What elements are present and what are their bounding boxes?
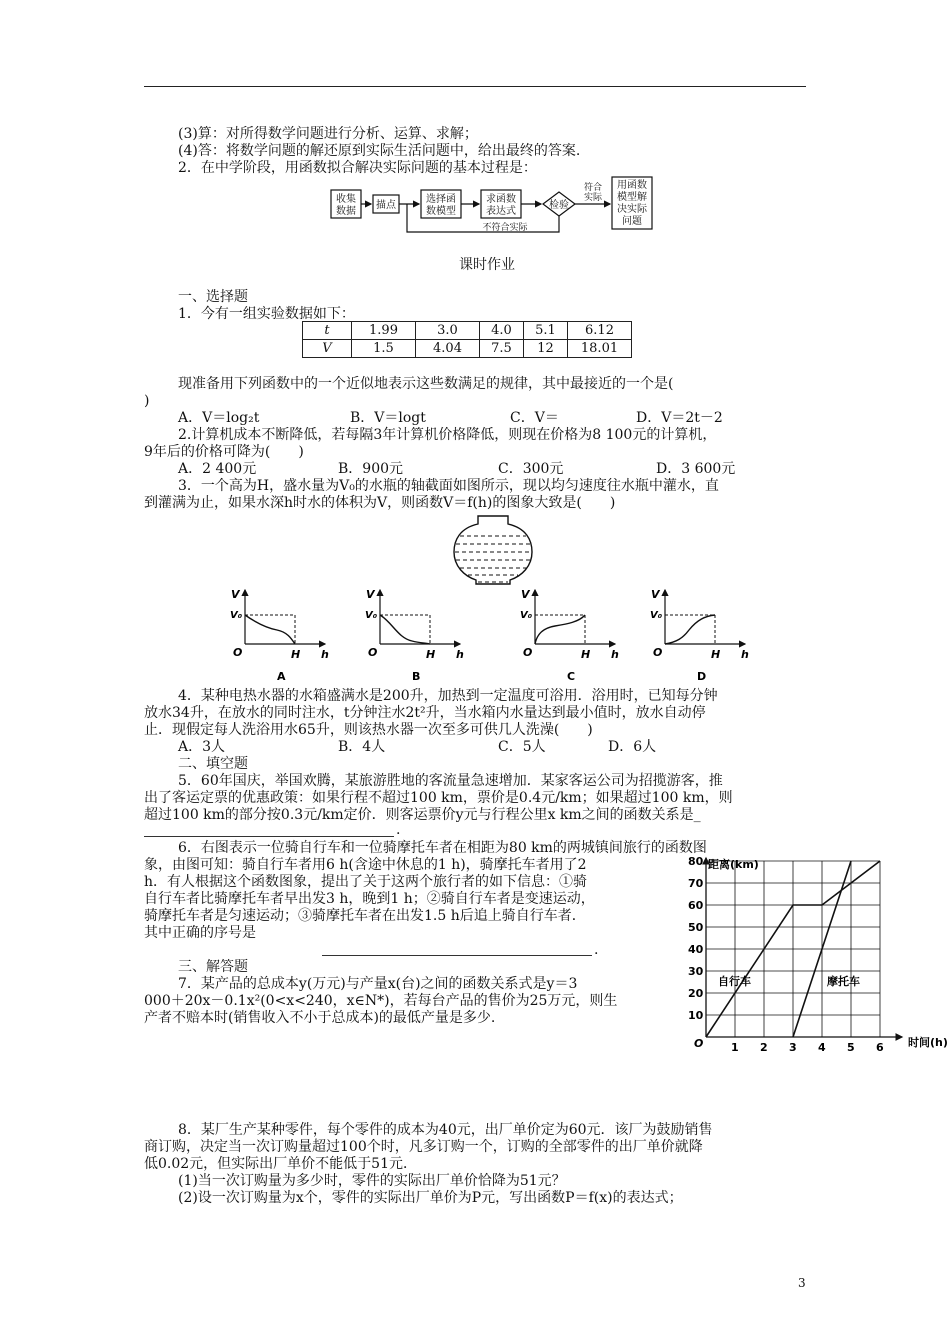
option-label: B: [412, 670, 421, 682]
q2-option-d: D．3 600元: [656, 461, 736, 477]
axis-label: V₀: [230, 610, 243, 621]
q2-line-2: 9年后的价格可降为( ): [144, 444, 304, 460]
table-row: [303, 340, 632, 358]
q7-line-1: 7．某产品的总成本y(万元)与产量x(台)之间的函数关系式是y＝3: [178, 976, 578, 992]
q2-line-1: 2.计算机成本不断降低，若每隔3年计算机价格降低，则现在价格为8 100元的计算机，: [178, 427, 717, 443]
q1-stem: 1．今有一组实验数据如下：: [178, 306, 355, 322]
axis-label: V: [521, 588, 530, 601]
table-cell: 1.5: [352, 340, 416, 358]
q7-line-3: 产者不赔本时(销售收入不小于总成本)的最低产量是多少.: [144, 1010, 496, 1026]
q6-answer-blank: [322, 954, 592, 956]
y-tick-label: 60: [688, 899, 704, 912]
table-cell: 1.99: [352, 322, 416, 340]
y-tick-label: 20: [688, 987, 704, 1000]
q4-option-c: C．5人: [498, 739, 546, 755]
flow-text: 符合: [583, 183, 603, 193]
y-tick-label: 80: [688, 855, 704, 868]
x-tick-label: 5: [847, 1041, 855, 1054]
table-row: [303, 322, 632, 340]
axis-label: h: [741, 648, 749, 661]
axis-label: O: [233, 646, 243, 659]
chart-ticks: [688, 855, 884, 1054]
y-tick-label: 30: [688, 965, 704, 978]
q7-line-2: 000＋20x－0.1x²(0<x<240，x∈N*)，若每台产品的售价为25万元，则生: [144, 993, 618, 1009]
water-bottle-figure: [448, 512, 538, 586]
axis-label: H: [711, 648, 721, 661]
q2-option-a: A．2 400元: [178, 461, 257, 477]
q6-line-3: h．有人根据这个函数图象，提出了关于这两个旅行者的如下信息：①骑: [144, 874, 588, 890]
flow-text: 数模型: [426, 206, 456, 217]
q5-line-4: .: [396, 822, 401, 838]
q1-line-1: 现准备用下列函数中的一个近似地表示这些数满足的规律，其中最接近的一个是(: [178, 376, 674, 392]
y-tick-label: 40: [688, 943, 704, 956]
table-cell: 4.04: [416, 340, 480, 358]
axis-label: V₀: [650, 610, 663, 621]
flow-text: 问题: [622, 216, 642, 227]
flow-text: 实际: [583, 193, 603, 203]
chart-grid: [706, 861, 880, 1037]
q1-option-b: B．V＝logt: [350, 410, 426, 426]
q5-line-1: 5．60年国庆，举国欢腾，某旅游胜地的客流量急速增加．某家客运公司为招揽游客，推: [178, 773, 723, 789]
option-label: A: [277, 670, 286, 682]
x-tick-label: 2: [760, 1041, 768, 1054]
q6-line-2: 象，由图可知：骑自行车者用6 h(含途中休息的1 h)，骑摩托车者用了2: [144, 857, 587, 873]
axis-label: H: [581, 648, 591, 661]
q6-line-6: 其中正确的序号是: [144, 925, 256, 941]
header-rule: [144, 86, 806, 87]
graph-c: [520, 588, 619, 682]
series-label-motorcycle: 摩托车: [827, 975, 860, 988]
q5-answer-blank: [144, 835, 394, 837]
q4-option-d: D．6人: [608, 739, 657, 755]
y-tick-label: 10: [688, 1009, 704, 1022]
table-cell: 12: [524, 340, 568, 358]
q4-option-b: B．4人: [338, 739, 386, 755]
table-cell: t: [303, 322, 352, 340]
q5-line-2: 出了客运定票的优惠政策：如果行程不超过100 km，票价是0.4元/km；如果超过100 km，则: [144, 790, 733, 806]
q8-sub-1: (1)当一次订购量为多少时，零件的实际出厂单价恰降为51元？: [178, 1173, 566, 1189]
q1-option-c: C．V＝: [510, 410, 559, 426]
q4-line-3: 止．现假定每人洗浴用水65升，则该热水器一次至多可供几人洗澡( ): [144, 722, 593, 738]
option-label: C: [567, 670, 576, 682]
q8-line-3: 低0.02元，但实际出厂单价不能低于51元．: [144, 1156, 417, 1172]
graph-b: [365, 588, 464, 682]
q1-line-2: ): [144, 393, 150, 409]
series-label-bicycle: 自行车: [718, 975, 751, 988]
option-label: D: [697, 670, 707, 682]
flow-text: 选择函: [426, 194, 456, 205]
table-cell: 5.1: [524, 322, 568, 340]
q8-line-1: 8．某厂生产某种零件，每个零件的成本为40元，出厂单价定为60元．该厂为鼓励销售: [178, 1122, 713, 1138]
page-number: 3: [798, 1276, 806, 1290]
table-cell: 3.0: [416, 322, 480, 340]
x-axis-title: 时间(h): [908, 1036, 948, 1049]
q4-option-a: A．3人: [178, 739, 226, 755]
q3-line-1: 3．一个高为H，盛水量为V₀的水瓶的轴截面如图所示，现以均匀速度往水瓶中灌水，直: [178, 478, 719, 494]
section-solve: 三、解答题: [178, 959, 248, 975]
q1-data-table: [302, 321, 632, 358]
flow-text: 求函数: [486, 194, 516, 205]
axis-label: V: [231, 588, 240, 601]
axis-label: V: [651, 588, 660, 601]
origin-label: O: [694, 1037, 704, 1050]
axis-label: H: [426, 648, 436, 661]
axis-label: h: [321, 648, 329, 661]
homework-title: 课时作业: [459, 257, 515, 273]
x-tick-label: 6: [876, 1041, 884, 1054]
q8-line-2: 商订购，决定当一次订购量超过100个时，凡多订购一个，订购的全部零件的出厂单价就降: [144, 1139, 703, 1155]
table-cell: 7.5: [480, 340, 524, 358]
q4-line-1: 4．某种电热水器的水箱盛满水是200升，加热到一定温度可浴用．浴用时，已知每分钟: [178, 688, 718, 704]
item-2-text: 2．在中学阶段，用函数拟合解决实际问题的基本过程是：: [178, 160, 537, 176]
flow-text: 收集: [336, 194, 356, 205]
table-cell: 4.0: [480, 322, 524, 340]
section-choice: 一、选择题: [178, 289, 248, 305]
q4-line-2: 放水34升，在放水的同时注水，t分钟注水2t²升，当水箱内水量达到最小值时，放水自动停: [144, 705, 706, 721]
axis-label: h: [611, 648, 619, 661]
x-tick-label: 3: [789, 1041, 797, 1054]
axis-label: O: [653, 646, 663, 659]
flow-text: 表达式: [486, 206, 516, 217]
flowchart: [325, 176, 665, 238]
axis-label: V₀: [365, 610, 378, 621]
flow-text: 模型解: [617, 192, 647, 203]
q2-option-c: C．300元: [498, 461, 564, 477]
axis-label: h: [456, 648, 464, 661]
y-axis-title: 距离(km): [708, 858, 759, 871]
flow-text: 决实际: [617, 204, 647, 215]
q6-line-1: 6．右图表示一位骑自行车和一位骑摩托车者在相距为80 km的两城镇间旅行的函数图: [178, 840, 707, 856]
table-cell: V: [303, 340, 352, 358]
q6-line-5: 骑摩托车者是匀速运动；③骑摩托车者在出发1.5 h后追上骑自行车者．: [144, 908, 586, 924]
q2-option-b: B．900元: [338, 461, 404, 477]
q1-option-d: D．V＝2t－2: [636, 410, 723, 426]
q5-line-3: 超过100 km的部分按0.3元/km定价．则客运票价y元与行程公里x km之间的函数关系是_: [144, 807, 701, 823]
table-cell: 18.01: [568, 340, 632, 358]
x-tick-label: 1: [731, 1041, 739, 1054]
distance-time-chart: [688, 852, 950, 1060]
graph-d: [650, 588, 749, 682]
step-3-text: (3)算：对所得数学问题进行分析、运算、求解；: [178, 126, 478, 142]
axis-label: O: [523, 646, 533, 659]
y-tick-label: 50: [688, 921, 704, 934]
flow-text: 检验: [549, 200, 569, 211]
step-4-text: (4)答：将数学问题的解还原到实际生活问题中，给出最终的答案.: [178, 143, 581, 159]
flow-text: 不符合实际: [482, 223, 528, 233]
axis-label: O: [368, 646, 378, 659]
y-tick-label: 70: [688, 877, 704, 890]
q3-line-2: 到灌满为止，如果水深h时水的体积为V，则函数V＝f(h)的图象大致是( ): [144, 495, 616, 511]
graph-a: [230, 588, 329, 682]
flow-text: 用函数: [617, 180, 647, 191]
table-cell: 6.12: [568, 322, 632, 340]
axis-label: H: [291, 648, 301, 661]
x-tick-label: 4: [818, 1041, 826, 1054]
q6-line-4: 自行车者比骑摩托车者早出发3 h，晚到1 h；②骑自行车者是变速运动，: [144, 891, 595, 907]
q8-sub-2: (2)设一次订购量为x个，零件的实际出厂单价为P元，写出函数P＝f(x)的表达式；: [178, 1190, 683, 1206]
q3-graph-options: [225, 582, 755, 682]
q6-line-6-end: .: [594, 942, 599, 958]
flow-text: 数据: [336, 206, 356, 217]
section-fill-in: 二、填空题: [178, 756, 248, 772]
axis-label: V₀: [520, 610, 533, 621]
flow-text: 描点: [376, 200, 396, 211]
axis-label: V: [366, 588, 375, 601]
q1-option-a: A．V＝log₂t: [178, 410, 260, 426]
